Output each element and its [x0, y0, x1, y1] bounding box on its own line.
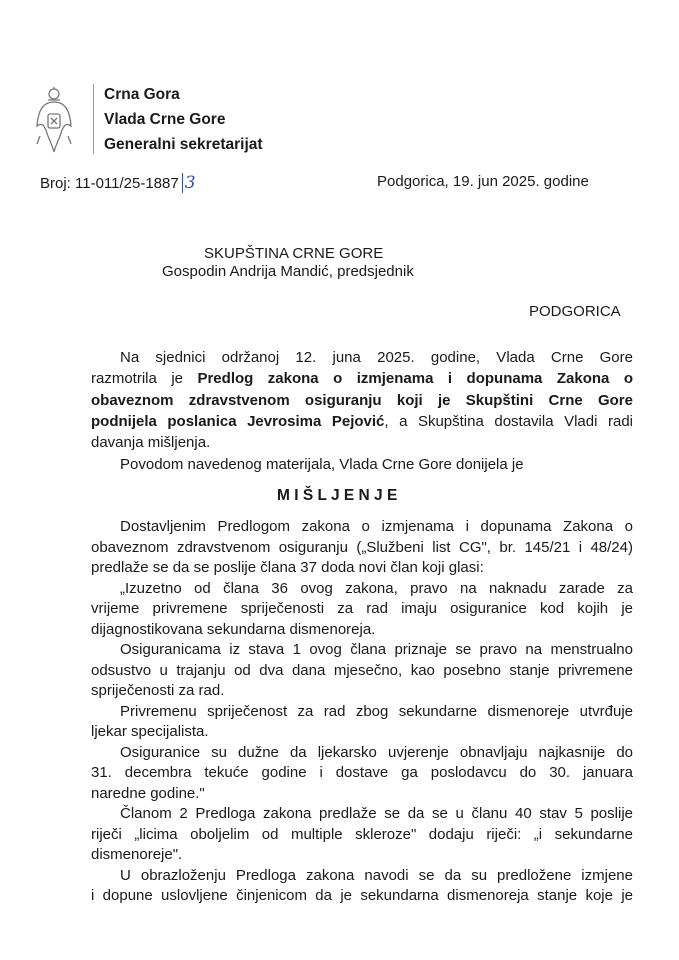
handwritten-mark: 3 [182, 173, 196, 193]
text-line [91, 433, 210, 453]
text-line [120, 579, 633, 599]
recipient-institution: SKUPŠTINA CRNE GORE [204, 245, 384, 262]
coat-of-arms-logo [34, 86, 74, 156]
text: 31. decembra tekuće godine i dostave ga poslodavcu do 30. januara [91, 764, 633, 781]
text-line [120, 517, 633, 537]
text-line [120, 348, 633, 368]
text: Na sjednici održanoj 12. juna 2025. godine, Vlada Crne Gore [120, 349, 633, 366]
text-line [91, 784, 205, 804]
text-line [91, 599, 633, 619]
text: naredne godine." [91, 784, 205, 802]
text-line [91, 722, 209, 742]
text: U obrazloženju Predloga zakona navodi se da su predložene izmjene [120, 866, 633, 884]
text-line [120, 702, 633, 722]
bold-text: Predlog zakona o izmjenama i dopunama Zakona o [197, 370, 634, 388]
recipient-city: PODGORICA [529, 303, 621, 320]
text: ljekar specijalista. [91, 723, 209, 740]
header-department: Generalni sekretarijat [104, 136, 263, 153]
text: Privremenu spriječenost za rad zbog sekundarne dismenoreje utvrđuje [120, 702, 633, 720]
text-line [120, 866, 633, 886]
place-date: Podgorica, 19. jun 2025. godine [377, 173, 589, 190]
document-title: M I Š L J E N J E [277, 487, 398, 504]
text: obaveznom zdravstvenom osiguranju („Službeni list CG", br. 145/21 i 48/24) [91, 538, 633, 556]
recipient-person: Gospodin Andrija Mandić, predsjednik [162, 263, 414, 280]
text: i dopune uslovljene činjenicom da je sekundarna dismenoreja stanje koje je [91, 887, 633, 904]
text: odsustvo u trajanju od dva dana mjesečno, kao posebno stanje privremene [91, 661, 633, 679]
text-line [91, 681, 224, 701]
header-government: Vlada Crne Gore [104, 111, 226, 128]
text: riječi „licima oboljelim od multiple skleroze" dodaju riječi: „i sekundarne [91, 825, 633, 843]
text: spriječenosti za rad. [91, 682, 225, 699]
bold-text: podnijela poslanica Jevrosima Pejović [91, 412, 385, 430]
reference-text: Broj: 11-011/25-1887 [40, 175, 179, 192]
text: davanja mišljenja. [91, 434, 211, 452]
header-divider [93, 84, 94, 154]
text: dijagnostikovana sekundarna dismenoreja. [91, 620, 376, 638]
text: „Izuzetno od člana 36 ovog zakona, pravo na naknadu zarade za [120, 579, 633, 597]
text-line [120, 804, 633, 824]
header-country: Crna Gora [104, 86, 180, 103]
text-line [120, 640, 633, 660]
text: Osiguranice su dužne da ljekarsko uvjerenje obnavljaju najkasnije do [120, 743, 633, 761]
text: predlaže se da se poslije člana 37 doda novi član koji glasi: [91, 559, 484, 576]
text: vrijeme privremene spriječenosti za rad imaju osiguranice kod kojih je [91, 600, 633, 617]
text: Povodom navedenog materijala, Vlada Crne Gore donijela je [120, 455, 524, 473]
text-line [91, 886, 633, 906]
text: dismenoreje". [91, 846, 183, 863]
text-line [120, 455, 524, 475]
text-line [91, 620, 375, 640]
text: Osiguranicama iz stava 1 ovog člana priznaje se pravo na menstrualno [120, 641, 633, 658]
text-line [91, 391, 633, 411]
text: , a Skupština dostavila Vladi radi [384, 412, 633, 430]
text-line [91, 412, 633, 432]
text-line [91, 661, 633, 681]
text-line [91, 845, 182, 865]
text-line [91, 369, 633, 389]
bold-text: obaveznom zdravstvenom osiguranju koji je Skupštini Crne Gore [91, 391, 633, 409]
text-line [120, 743, 633, 763]
text: razmotrila je [91, 370, 198, 388]
text: Dostavljenim Predlogom zakona o izmjenama i dopunama Zakona o [120, 518, 633, 535]
text-line [91, 825, 633, 845]
reference-number [40, 173, 196, 193]
text: Članom 2 Predloga zakona predlaže se da se u članu 40 stav 5 poslije [120, 805, 633, 822]
text-line [91, 558, 484, 578]
text-line [91, 538, 633, 558]
text-line [91, 763, 633, 783]
